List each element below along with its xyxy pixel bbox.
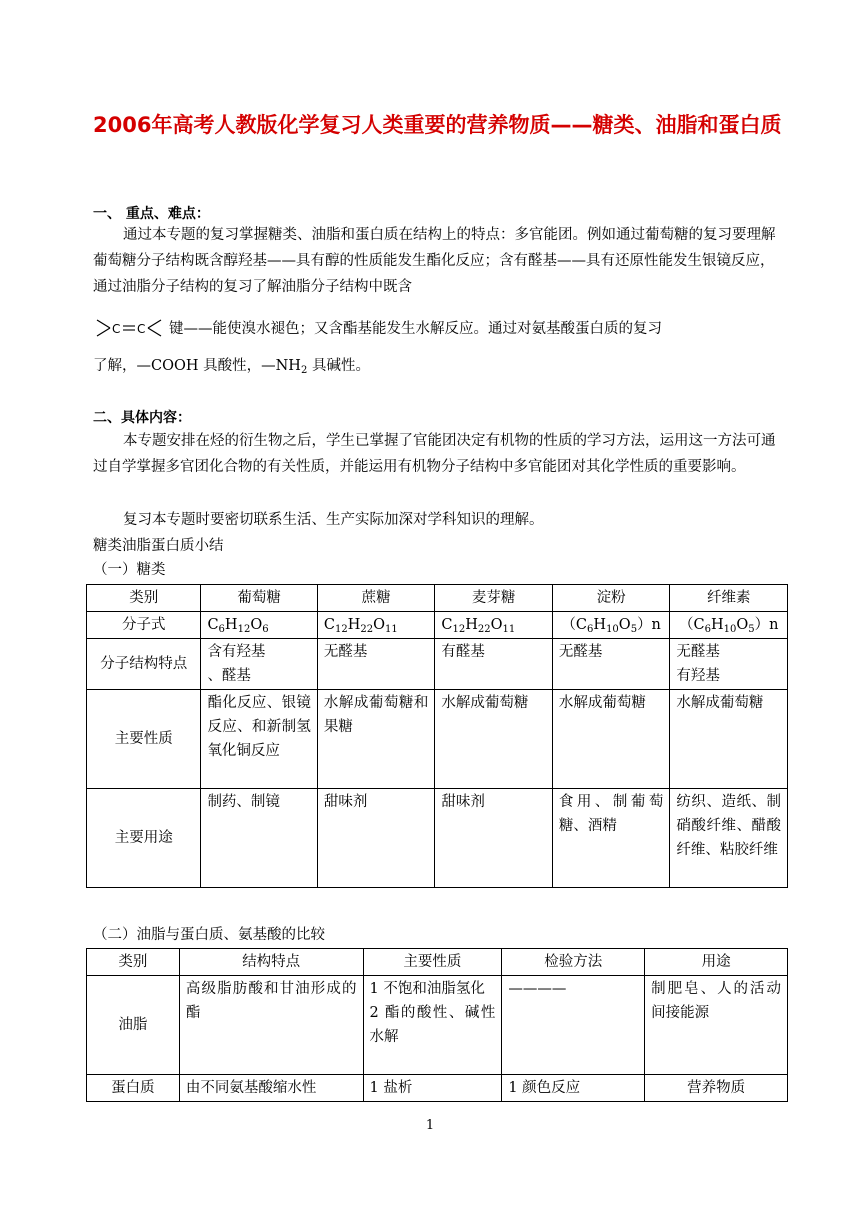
table-row: 类别 葡萄糖 蔗糖 麦芽糖 淀粉 纤维素: [87, 585, 788, 612]
table-row: 类别 结构特点 主要性质 检验方法 用途: [87, 949, 788, 976]
table-row: 分子结构特点 含有羟基 、醛基 无醛基 有醛基 无醛基 无醛基 有羟基: [87, 639, 788, 690]
fat-protein-table: [86, 948, 788, 1102]
table2-caption: （二）油脂与蛋白质、氨基酸的比较: [93, 927, 325, 943]
section-1-paragraph: [93, 222, 783, 300]
carbon-double-bond-icon: [93, 316, 167, 342]
formula-glucose: $C_6H_{12}O_6$: [201, 612, 317, 639]
table-row: 油脂 高级脂肪酸和甘油形成的酯 1 不饱和油脂氢化 2 酯的酸性、碱性水解 ———— 制肥皂、人的活动间接能源: [87, 976, 788, 1075]
document-title: 2006年高考人教版化学复习人类重要的营养物质——糖类、油脂和蛋白质: [93, 113, 782, 137]
svg-text:C: C: [137, 322, 146, 336]
table-row: 分子式 $C_6H_{12}O_6$ $C_{12}H_{22}O_{11}$ $C_{12}H_{22}O_{11}$ $(C_6H_{10}O_5)n$ $(C_6H_{10}O_5)n$: [87, 612, 788, 639]
double-bond-line: [93, 316, 662, 342]
summary-label: 糖类油脂蛋白质小结: [93, 538, 224, 554]
section-2-heading: 二、具体内容：: [93, 410, 191, 426]
sugar-table: [86, 584, 788, 888]
formula-cellulose: $(C_6H_{10}O_5)n$: [670, 612, 788, 639]
svg-text:C: C: [112, 322, 121, 336]
formula-sucrose: $C_{12}H_{22}O_{11}$: [317, 612, 435, 639]
section-2-paragraph-2: 复习本专题时要密切联系生活、生产实际加深对学科知识的理解。: [123, 512, 544, 528]
formula-maltose: $C_{12}H_{22}O_{11}$: [435, 612, 553, 639]
table-row: 主要性质 酯化反应、银镜反应、和新制氢氧化铜反应 水解成葡萄糖和果糖 水解成葡萄糖 水解成葡萄糖 水解成葡萄糖: [87, 690, 788, 789]
table1-caption: （一）糖类: [93, 562, 166, 578]
section-1-heading: 一、 重点、难点：: [93, 206, 210, 222]
table-row: 蛋白质 由不同氨基酸缩水性 1 盐析 1 颜色反应 营养物质: [87, 1075, 788, 1102]
page-number: 1: [425, 1118, 435, 1133]
table-row: 主要用途 制药、制镜 甜味剂 甜味剂 食用、制葡萄糖、酒精 纺织、造纸、制硝酸纤维、醋酸纤维、粘胶纤维: [87, 789, 788, 888]
acid-base-line: 了解，—COOH 具酸性，$—NH_2$ 具碱性。: [93, 358, 370, 376]
section-2-paragraph-1: 本专题安排在烃的衍生物之后，学生已掌握了官能团决定有机物的性质的学习方法，运用这一方法可通过自学掌握多官团化合物的有关性质，并能运用有机物分子结构中多官能团对其化学性质的重要影响。: [93, 433, 776, 475]
double-bond-text: 键——能使溴水褪色；又含酯基能发生水解反应。通过对氨基酸蛋白质的复习: [169, 321, 662, 337]
formula-starch: $(C_6H_{10}O_5)n$: [552, 612, 670, 639]
section-1-text: 通过本专题的复习掌握糖类、油脂和蛋白质在结构上的特点：多官能团。例如通过葡萄糖的复习要理解葡萄糖分子结构既含醇羟基——具有醇的性质能发生酯化反应；含有醛基——具有还原性能发生银镜反应，通过油脂分子结构的复习了解油脂分子结构中既含: [93, 227, 776, 295]
